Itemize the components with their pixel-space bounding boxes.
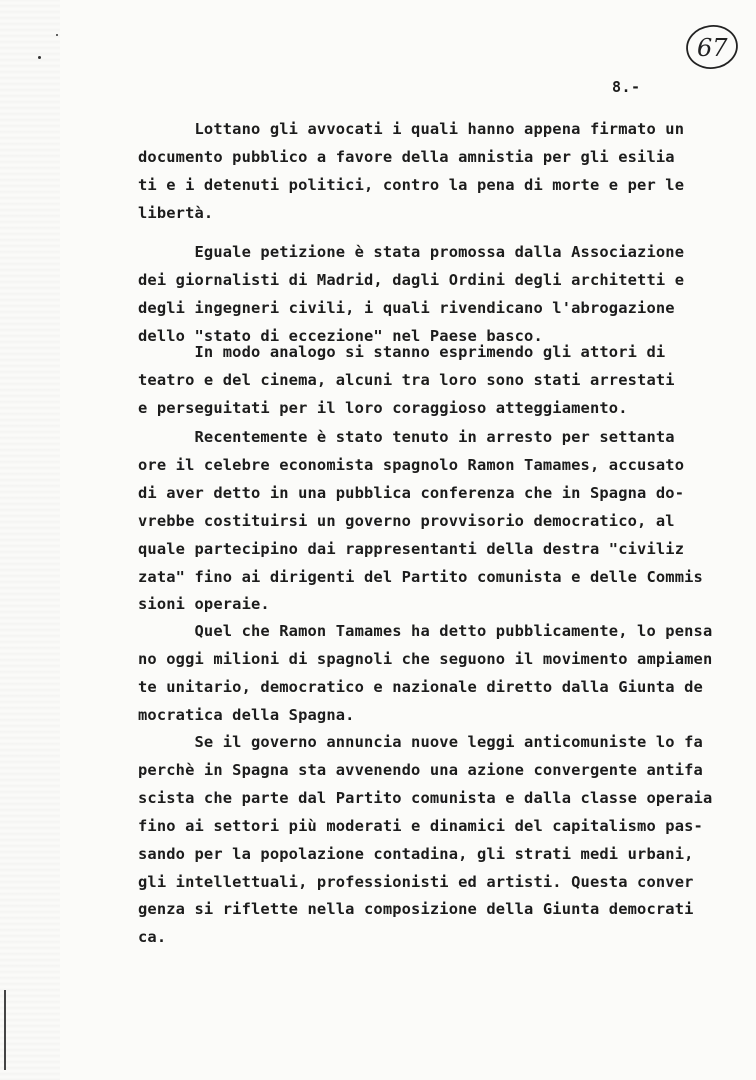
text-line: vrebbe costituirsi un governo provvisorio democratico, al bbox=[138, 511, 675, 530]
text-line: gli intellettuali, professionisti ed artisti. Questa conver bbox=[138, 872, 694, 891]
handwritten-page-number-stamp bbox=[684, 22, 740, 72]
text-line: perchè in Spagna sta avvenendo una azione convergente antifa bbox=[138, 760, 703, 779]
text-line: dello "stato di eccezione" nel Paese basco. bbox=[138, 326, 543, 345]
text-line: no oggi milioni di spagnoli che seguono il movimento ampiamen bbox=[138, 649, 713, 668]
text-line: sioni operaie. bbox=[138, 595, 270, 614]
page-number: 8.- bbox=[612, 78, 641, 96]
text-line: Quel che Ramon Tamames ha detto pubblicamente, lo pensa bbox=[138, 622, 713, 640]
text-line: ti e i detenuti politici, contro la pena di morte e per le bbox=[138, 175, 685, 194]
text-line: di aver detto in una pubblica conferenza che in Spagna do- bbox=[138, 483, 685, 502]
text-line: mocratica della Spagna. bbox=[138, 705, 355, 724]
text-line: zata" fino ai dirigenti del Partito comunista e delle Commis bbox=[138, 567, 703, 586]
scan-edge-texture bbox=[0, 0, 60, 1080]
text-line: ca. bbox=[138, 928, 167, 947]
text-line: Lottano gli avvocati i quali hanno appena firmato un bbox=[138, 120, 685, 138]
text-line: scista che parte dal Partito comunista e dalla classe operaia bbox=[138, 788, 713, 807]
text-line: genza si riflette nella composizione della Giunta democrati bbox=[138, 900, 694, 919]
text-line: ore il celebre economista spagnolo Ramon Tamames, accusato bbox=[138, 455, 685, 474]
scan-edge-line bbox=[4, 990, 6, 1070]
text-line: sando per la popolazione contadina, gli strati medi urbani, bbox=[138, 844, 694, 863]
stamp-text: 67 bbox=[697, 34, 728, 62]
scan-speck bbox=[38, 56, 41, 59]
text-line: quale partecipino dai rappresentanti della destra "civiliz bbox=[138, 539, 685, 558]
text-line: documento pubblico a favore della amnistia per gli esilia bbox=[138, 147, 675, 166]
text-line: degli ingegneri civili, i quali rivendicano l'abrogazione bbox=[138, 298, 675, 317]
scan-speck bbox=[56, 34, 58, 36]
text-line: In modo analogo si stanno esprimendo gli attori di bbox=[138, 343, 666, 361]
text-line: fino ai settori più moderati e dinamici del capitalismo pas- bbox=[138, 816, 703, 835]
text-line: Se il governo annuncia nuove leggi anticomuniste lo fa bbox=[138, 733, 703, 751]
text-line: libertà. bbox=[138, 203, 214, 222]
text-line: te unitario, democratico e nazionale diretto dalla Giunta de bbox=[138, 677, 703, 696]
text-line: teatro e del cinema, alcuni tra loro sono stati arrestati bbox=[138, 370, 675, 389]
text-line: dei giornalisti di Madrid, dagli Ordini degli architetti e bbox=[138, 270, 685, 289]
text-line: Eguale petizione è stata promossa dalla Associazione bbox=[138, 243, 685, 261]
text-line: Recentemente è stato tenuto in arresto per settanta bbox=[138, 428, 675, 446]
text-line: e perseguitati per il loro coraggioso atteggiamento. bbox=[138, 398, 628, 417]
